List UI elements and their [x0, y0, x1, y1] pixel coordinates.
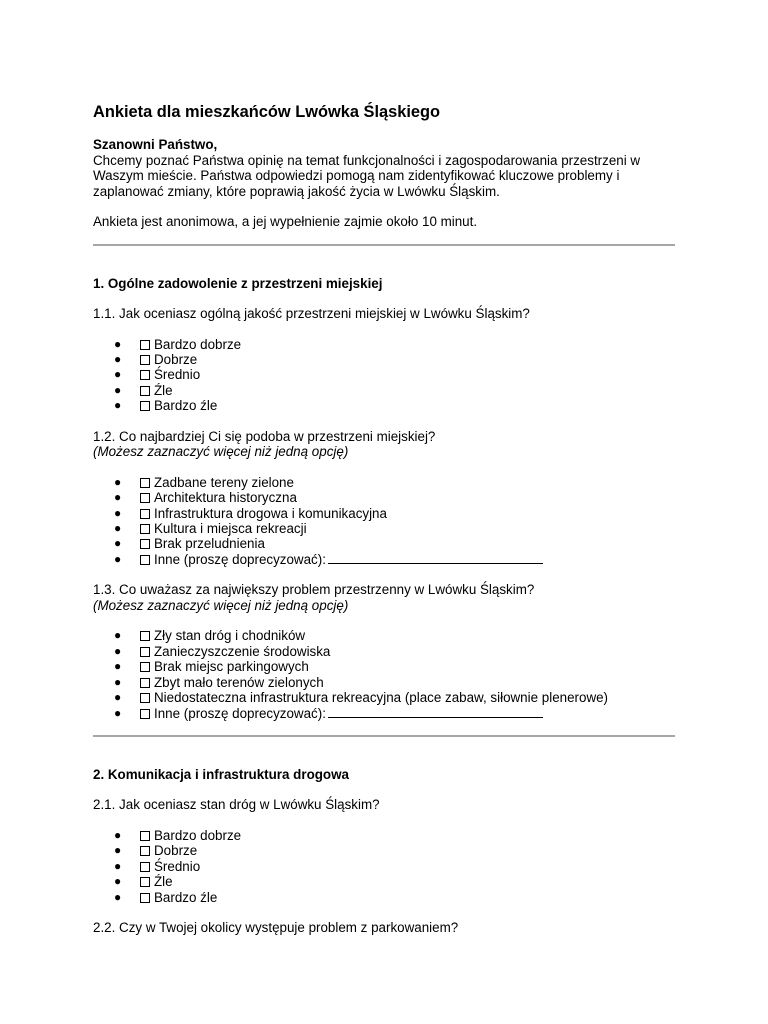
checkbox-icon[interactable]	[140, 539, 150, 549]
bullet-icon: ●	[114, 659, 122, 674]
divider	[93, 735, 675, 737]
checkbox-icon[interactable]	[140, 709, 150, 719]
option-label: Zbyt mało terenów zielonych	[154, 674, 324, 690]
survey-document	[93, 102, 675, 936]
intro-note: Ankieta jest anonimowa, a jej wypełnienie zajmie około 10 minut.	[93, 214, 478, 229]
options-1-3	[93, 628, 675, 721]
other-answer-line[interactable]	[328, 706, 543, 718]
option-label: Bardzo źle	[154, 398, 218, 414]
checkbox-icon[interactable]	[140, 401, 150, 411]
option-item[interactable]	[93, 506, 675, 521]
bullet-icon: ●	[114, 843, 122, 858]
option-label: Dobrze	[154, 843, 198, 859]
checkbox-icon[interactable]	[140, 493, 150, 503]
question-2-1: 2.1. Jak oceniasz stan dróg w Lwówku Śląskim?	[93, 797, 380, 813]
bullet-icon: ●	[114, 521, 122, 535]
option-label: Średnio	[154, 367, 201, 383]
checkbox-icon[interactable]	[140, 631, 150, 641]
bullet-icon: ●	[114, 398, 122, 413]
option-label: Brak miejsc parkingowych	[154, 659, 309, 675]
option-item[interactable]	[93, 890, 675, 905]
bullet-icon: ●	[114, 690, 122, 705]
document-title: Ankieta dla mieszkańców Lwówka Śląskiego	[93, 103, 441, 121]
section-title-1: 1. Ogólne zadowolenie z przestrzeni miejskiej	[93, 275, 383, 291]
question-hint: (Możesz zaznaczyć więcej niż jedną opcję)	[93, 444, 349, 460]
option-item[interactable]	[93, 337, 675, 352]
bullet-icon: ●	[114, 705, 122, 720]
bullet-icon: ●	[114, 536, 122, 551]
bullet-icon: ●	[114, 382, 122, 397]
checkbox-icon[interactable]	[140, 370, 150, 380]
checkbox-icon[interactable]	[140, 524, 150, 534]
bullet-icon: ●	[114, 858, 122, 873]
question-1-1: 1.1. Jak oceniasz ogólną jakość przestrzeni miejskiej w Lwówku Śląskim?	[93, 306, 530, 321]
option-item[interactable]	[93, 828, 675, 843]
bullet-icon: ●	[114, 551, 122, 566]
options-1-2	[93, 475, 675, 568]
greeting: Szanowni Państwo,	[93, 137, 218, 152]
question-2-2: 2.2. Czy w Twojej okolicy występuje problem z parkowaniem?	[93, 920, 459, 936]
option-item[interactable]	[93, 398, 675, 413]
option-label: Bardzo źle	[154, 889, 218, 905]
checkbox-icon[interactable]	[140, 678, 150, 688]
checkbox-icon[interactable]	[140, 478, 150, 488]
bullet-icon: ●	[114, 367, 122, 382]
option-item[interactable]	[93, 628, 675, 643]
option-label: Źle	[154, 382, 173, 398]
options-1-1	[93, 337, 675, 414]
checkbox-icon[interactable]	[140, 647, 150, 657]
bullet-icon: ●	[114, 643, 122, 658]
checkbox-icon[interactable]	[140, 340, 150, 350]
option-label: Źle	[154, 874, 173, 890]
divider	[93, 244, 675, 246]
checkbox-icon[interactable]	[140, 893, 150, 903]
option-item[interactable]	[93, 659, 675, 674]
option-item[interactable]	[93, 536, 675, 551]
option-item[interactable]	[93, 859, 675, 874]
bullet-icon: ●	[114, 889, 122, 904]
option-label: Zadbane tereny zielone	[154, 474, 294, 490]
bullet-icon: ●	[114, 505, 122, 520]
bullet-icon: ●	[114, 474, 122, 489]
checkbox-icon[interactable]	[140, 555, 150, 565]
option-item[interactable]	[93, 383, 675, 398]
option-item[interactable]	[93, 352, 675, 367]
checkbox-icon[interactable]	[140, 846, 150, 856]
option-label: Zanieczyszczenie środowiska	[154, 643, 331, 659]
question-hint: (Możesz zaznaczyć więcej niż jedną opcję)	[93, 597, 349, 613]
option-label: Średnio	[154, 858, 201, 874]
checkbox-icon[interactable]	[140, 693, 150, 703]
option-label: Bardzo dobrze	[154, 827, 242, 843]
option-item-other[interactable]	[93, 706, 675, 721]
option-label: Bardzo dobrze	[154, 336, 242, 352]
option-label: Zły stan dróg i chodników	[154, 628, 306, 644]
checkbox-icon[interactable]	[140, 509, 150, 519]
checkbox-icon[interactable]	[140, 662, 150, 672]
bullet-icon: ●	[114, 490, 122, 505]
option-label: Niedostateczna infrastruktura rekreacyjna (place zabaw, siłownie plenerowe)	[154, 690, 609, 706]
option-item[interactable]	[93, 843, 675, 858]
checkbox-icon[interactable]	[140, 355, 150, 365]
bullet-icon: ●	[114, 351, 122, 366]
option-item[interactable]	[93, 675, 675, 690]
intro-paragraph: Chcemy poznać Państwa opinię na temat funkcjonalności i zagospodarowania przestrzeni w Waszym mieście. Państwa odpowiedzi pomogą nam zidentyfikować kluczowe problemy i zaplanować zmiany, które poprawią jakość życia w Lwówku Śląskim.	[93, 152, 641, 199]
option-item[interactable]	[93, 874, 675, 889]
option-label: Architektura historyczna	[154, 490, 297, 506]
question-1-2: 1.2. Co najbardziej Ci się podoba w przestrzeni miejskiej?	[93, 428, 436, 444]
option-item[interactable]	[93, 490, 675, 505]
question-1-3: 1.3. Co uważasz za największy problem przestrzenny w Lwówku Śląskim?	[93, 582, 535, 598]
option-item[interactable]	[93, 521, 675, 536]
option-label: Brak przeludnienia	[154, 536, 265, 552]
checkbox-icon[interactable]	[140, 831, 150, 841]
checkbox-icon[interactable]	[140, 877, 150, 887]
option-label: Inne (proszę doprecyzować):	[154, 705, 326, 721]
option-item[interactable]	[93, 367, 675, 382]
checkbox-icon[interactable]	[140, 386, 150, 396]
checkbox-icon[interactable]	[140, 862, 150, 872]
option-label: Infrastruktura drogowa i komunikacyjna	[154, 505, 387, 521]
other-answer-line[interactable]	[328, 552, 543, 564]
section-title-2: 2. Komunikacja i infrastruktura drogowa	[93, 766, 349, 782]
options-2-1	[93, 828, 675, 905]
bullet-icon: ●	[114, 874, 122, 889]
bullet-icon: ●	[114, 827, 122, 842]
option-item-other[interactable]	[93, 552, 675, 567]
bullet-icon: ●	[114, 674, 122, 689]
bullet-icon: ●	[114, 336, 122, 351]
option-label: Dobrze	[154, 351, 198, 367]
option-item[interactable]	[93, 644, 675, 659]
option-label: Kultura i miejsca rekreacji	[154, 521, 307, 536]
option-item[interactable]	[93, 475, 675, 490]
option-item[interactable]	[93, 690, 675, 705]
bullet-icon: ●	[114, 628, 122, 643]
option-label: Inne (proszę doprecyzować):	[154, 551, 326, 567]
